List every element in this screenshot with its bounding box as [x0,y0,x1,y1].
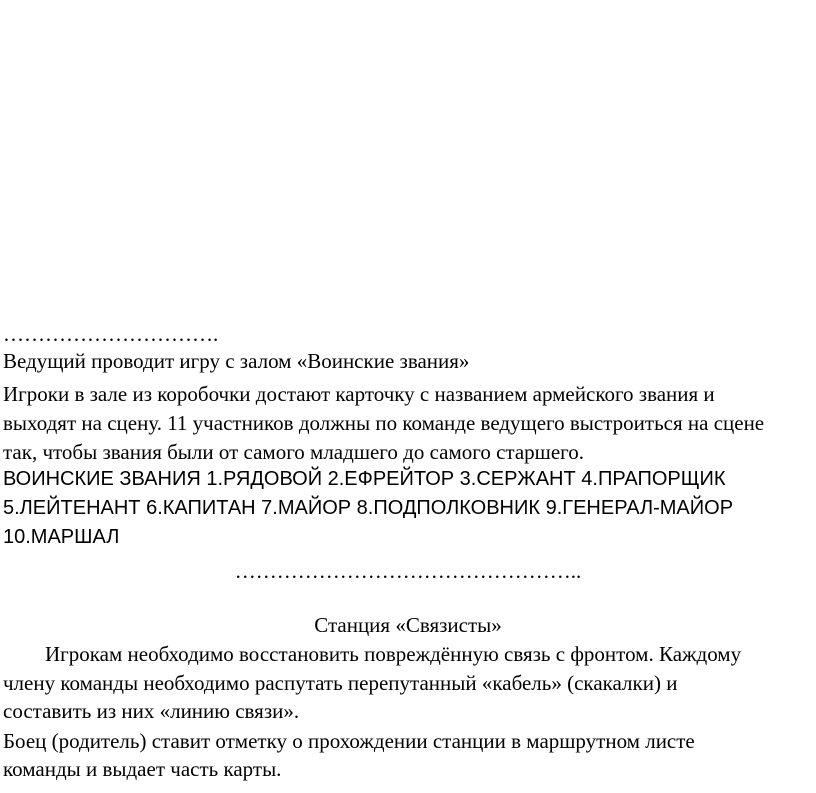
game-description-line-1: Игроки в зале из коробочки достают карточку с названием армейского звания и [3,382,715,406]
game-description-line-2: выходят на сцену. 11 участников должны по команде ведущего выстроиться на сцене [3,411,765,435]
station-text-line-1: Игрокам необходимо восстановить повреждённую связь с фронтом. Каждому [45,642,742,666]
station-text-line-4: Боец (родитель) ставит отметку о прохождении станции в маршрутном листе [3,729,695,753]
station-text-line-5: команды и выдает часть карты. [3,757,282,781]
station-text-line-2: члену команды необходимо распутать перепутанный «кабель» (скакалки) и [3,671,678,695]
ranks-line-3: 10.МАРШАЛ [3,526,120,548]
game-title: Ведущий проводит игру с залом «Воинские звания» [3,349,470,373]
dots-separator-middle: ………………………………………….. [234,559,582,583]
game-description-line-3: так, чтобы звания были от самого младшего до самого старшего. [3,440,585,464]
dots-separator-top: …………………………. [3,322,219,346]
station-title: Станция «Связисты» [314,613,502,637]
ranks-line-2: 5.ЛЕЙТЕНАНТ 6.КАПИТАН 7.МАЙОР 8.ПОДПОЛКОВНИК 9.ГЕНЕРАЛ-МАЙОР [3,497,734,519]
station-text-line-3: составить из них «линию связи». [3,699,300,723]
ranks-line-1: ВОИНСКИЕ ЗВАНИЯ 1.РЯДОВОЙ 2.ЕФРЕЙТОР 3.СЕРЖАНТ 4.ПРАПОРЩИК [3,468,726,490]
